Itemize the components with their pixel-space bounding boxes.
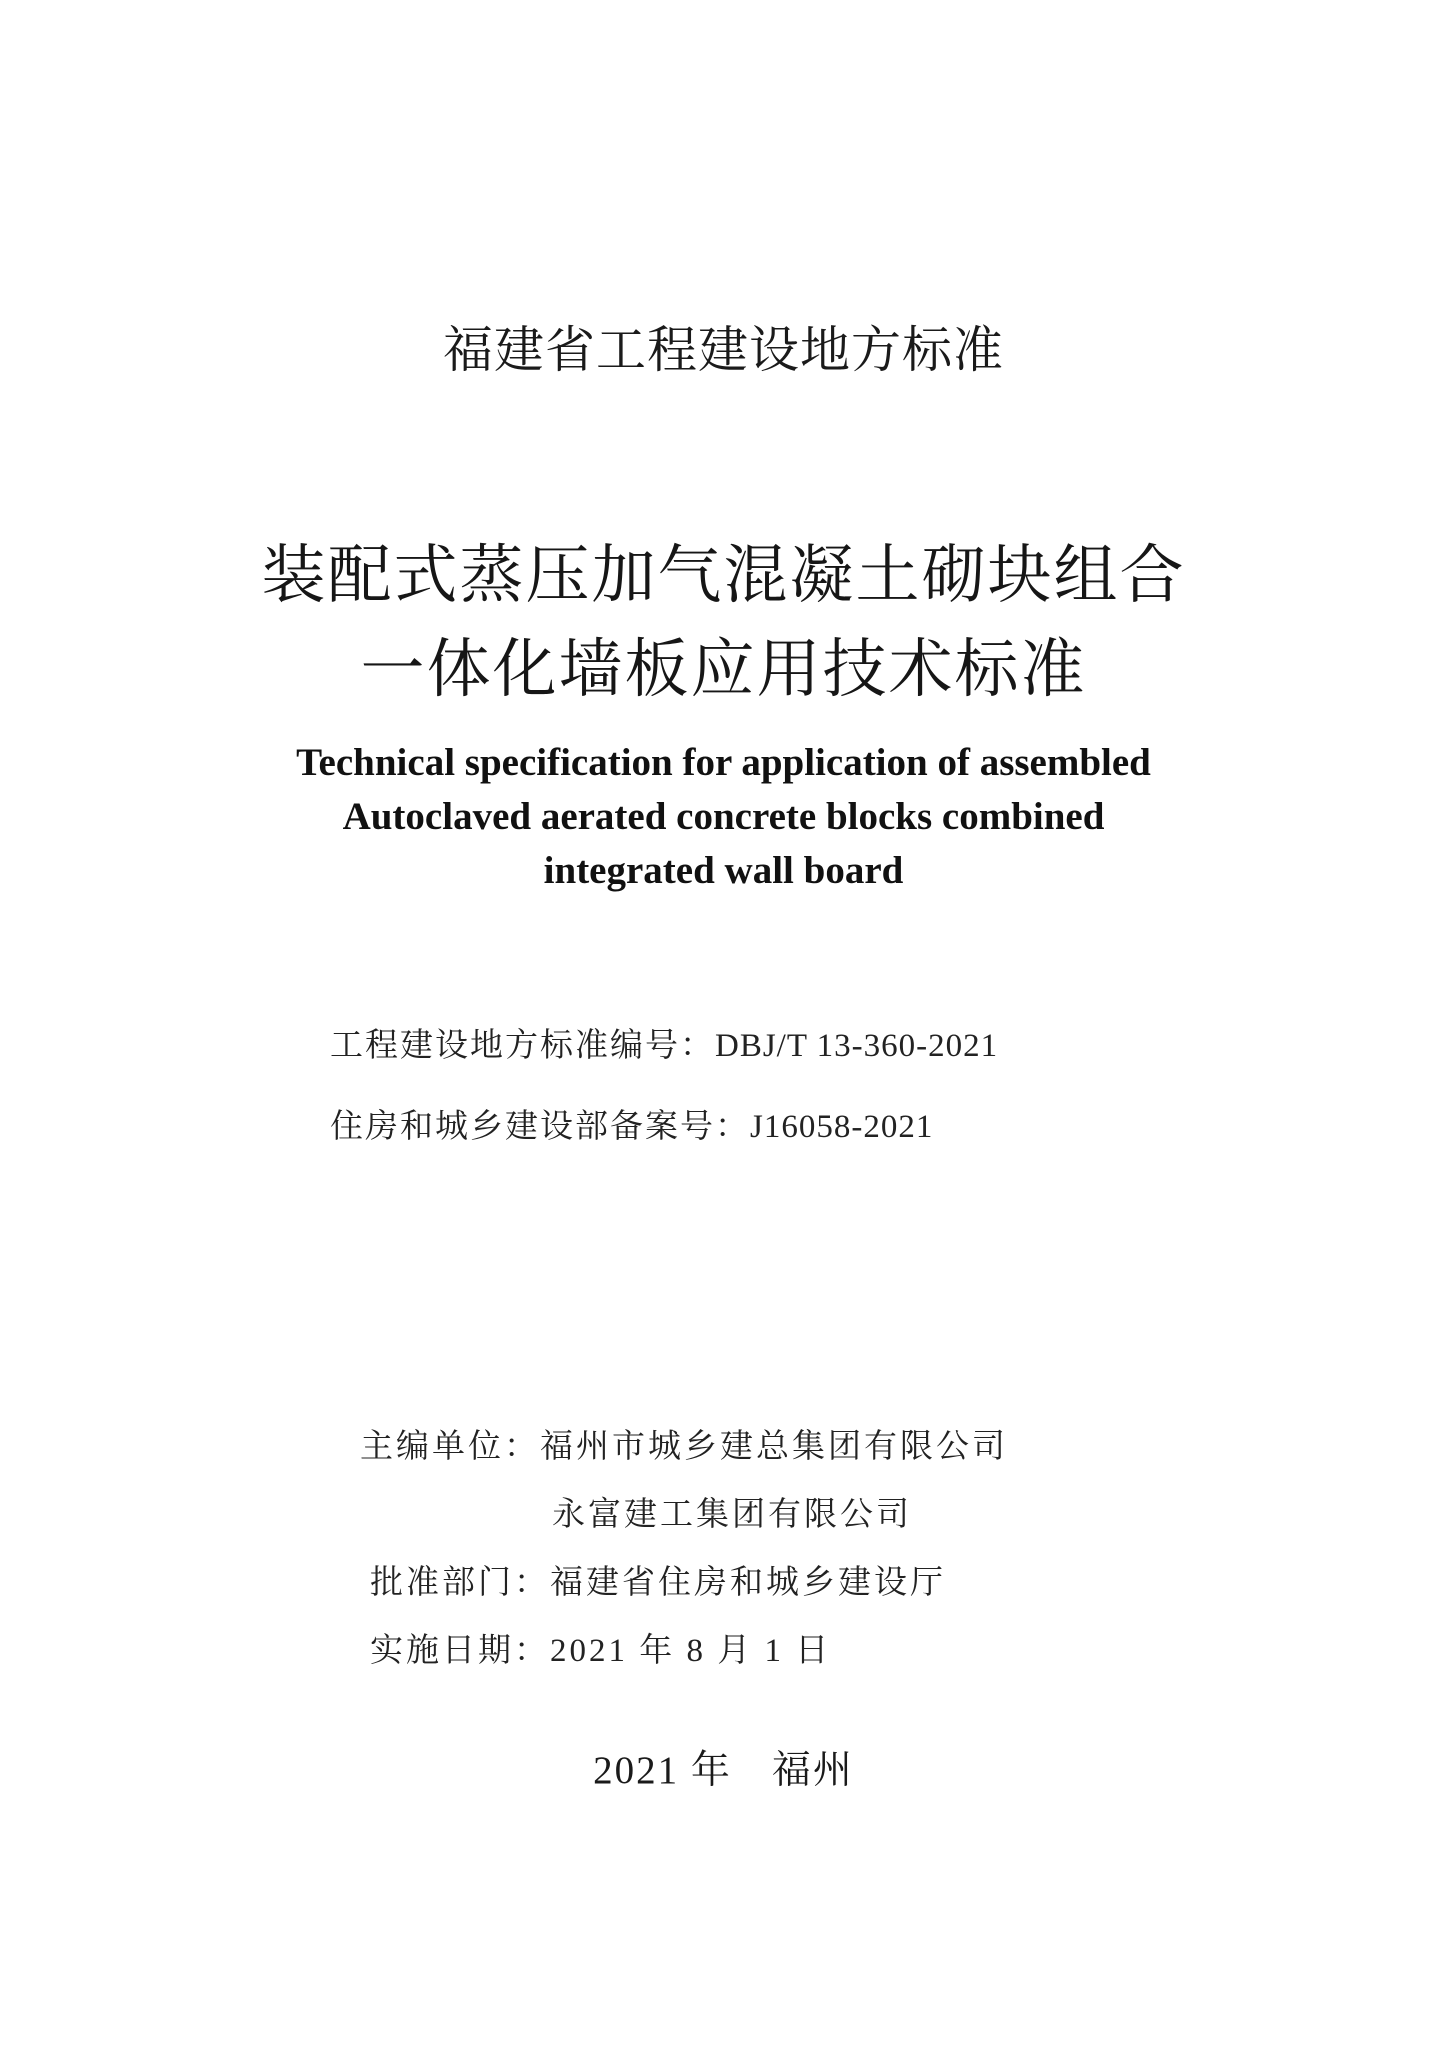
standard-code-label: 工程建设地方标准编号：	[330, 1025, 715, 1064]
editor-organization-2: 永富建工集团有限公司	[552, 1494, 912, 1533]
english-title-line-3: integrated wall board	[543, 849, 904, 892]
footer-city: 福州	[771, 1748, 854, 1793]
approval-department: 福建省住房和城乡建设厅	[550, 1562, 946, 1601]
chinese-title-line-1: 装配式蒸压加气混凝土砌块组合	[261, 539, 1186, 613]
footer-line	[0, 1746, 1447, 1796]
english-title-line-2: Autoclaved aerated concrete blocks combined	[342, 795, 1105, 838]
editor-line	[360, 1424, 1008, 1468]
english-title-line-1: Technical specification for application of assembled	[296, 741, 1151, 784]
effective-date-line	[370, 1628, 831, 1673]
editor-organization-1: 福州市城乡建总集团有限公司	[540, 1426, 1008, 1465]
effective-date-value: 2021 年 8 月 1 日	[550, 1633, 832, 1669]
approval-label: 批准部门：	[370, 1562, 550, 1601]
footer-year: 2021 年	[593, 1749, 732, 1792]
effective-date-label: 实施日期：	[370, 1630, 550, 1669]
series-title: 福建省工程建设地方标准	[443, 321, 1004, 379]
standard-code-line	[330, 1023, 998, 1068]
chinese-title-line-2: 一体化墙板应用技术标准	[360, 633, 1087, 707]
record-code-value: J16058-2021	[750, 1109, 934, 1145]
standard-code-value: DBJ/T 13-360-2021	[715, 1028, 999, 1064]
editor-label: 主编单位：	[360, 1426, 540, 1465]
approval-line	[370, 1560, 946, 1604]
record-code-label: 住房和城乡建设部备案号：	[330, 1106, 750, 1145]
record-code-line	[330, 1104, 933, 1149]
